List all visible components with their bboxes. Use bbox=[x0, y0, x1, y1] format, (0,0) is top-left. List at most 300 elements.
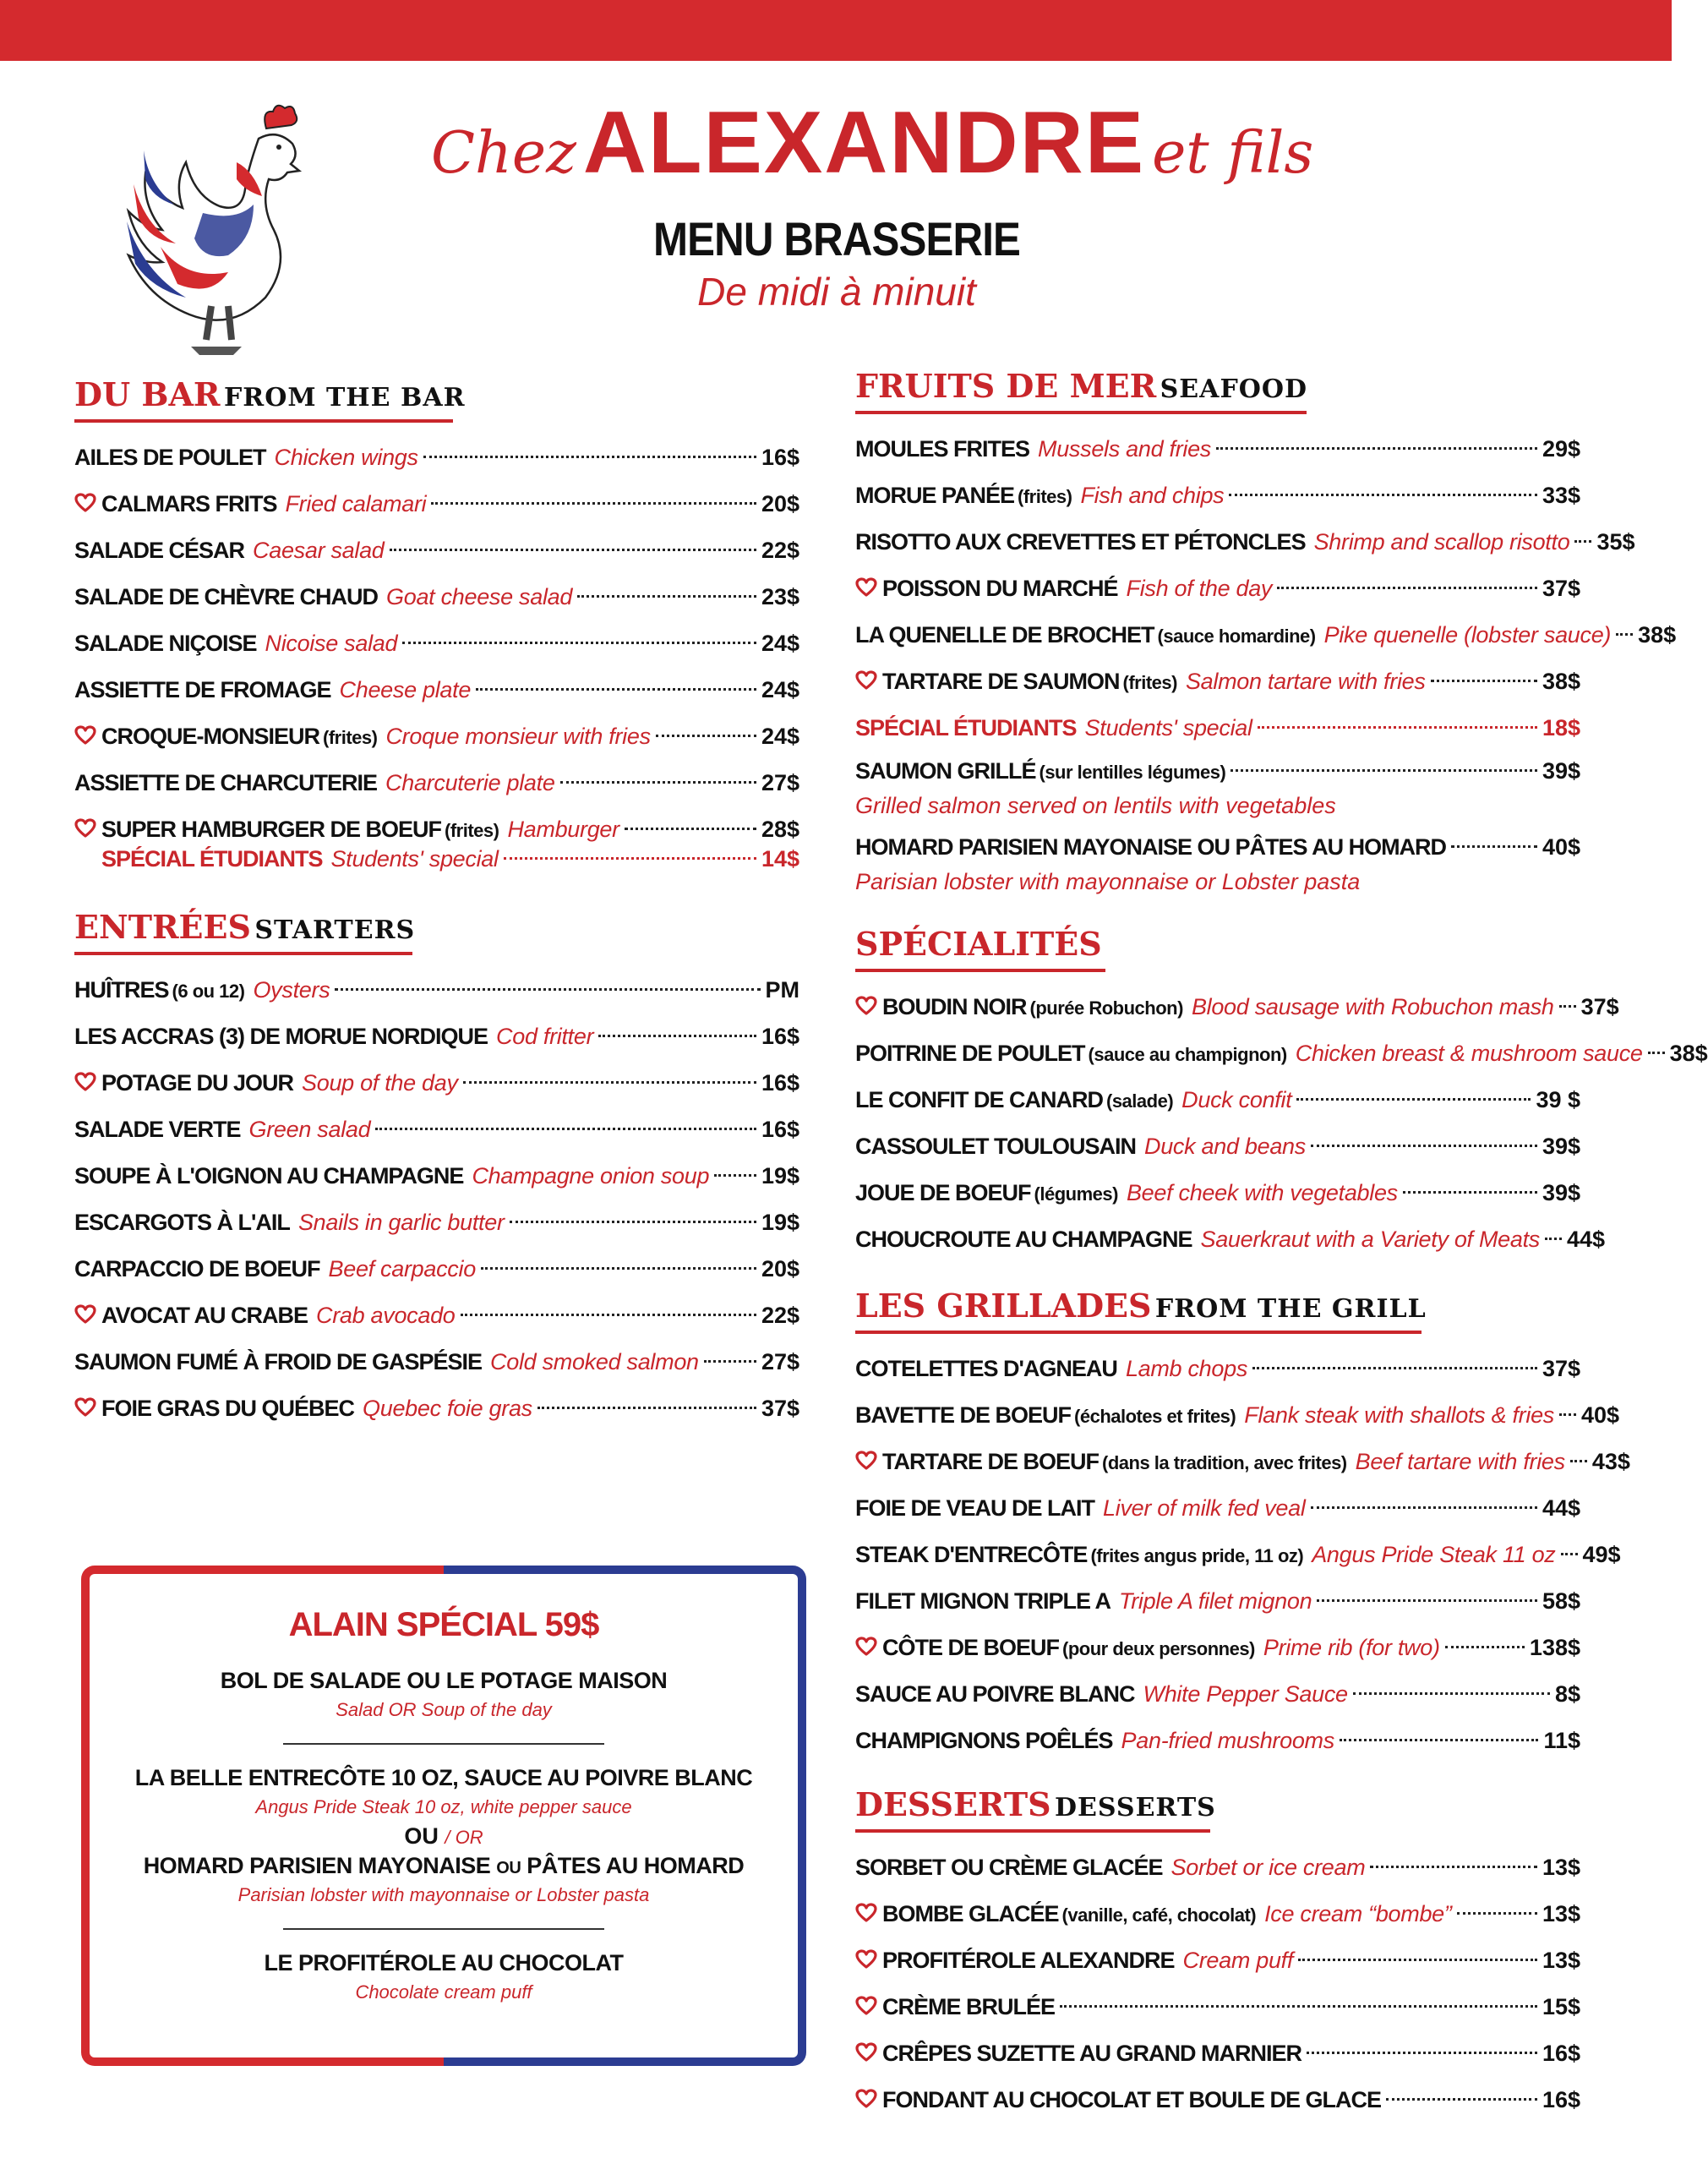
menu-subtitle: De midi à minuit bbox=[697, 270, 976, 314]
menu-item-row bbox=[855, 1984, 1580, 2030]
menu-item-price: 13$ bbox=[1542, 1855, 1580, 1880]
section-title-fr: DESSERTS bbox=[855, 1785, 1051, 1823]
menu-item-detail: (légumes) bbox=[1034, 1183, 1118, 1205]
menu-item-row bbox=[74, 1153, 799, 1199]
menu-item-name: FOIE DE VEAU DE LAIT bbox=[855, 1495, 1095, 1521]
dot-leader bbox=[1570, 1460, 1587, 1462]
menu-item-row bbox=[855, 473, 1580, 519]
divider bbox=[283, 1743, 604, 1745]
heart-outline-icon bbox=[74, 1072, 96, 1092]
menu-item-english: Students' special bbox=[1084, 715, 1252, 740]
menu-item-price: 16$ bbox=[761, 1070, 799, 1096]
menu-item-name: SALADE VERTE bbox=[74, 1117, 241, 1142]
menu-item-english: Triple A filet mignon bbox=[1119, 1588, 1312, 1614]
dot-leader bbox=[1386, 2098, 1537, 2101]
menu-item-row bbox=[74, 1107, 799, 1153]
menu-item-name: FOIE GRAS DU QUÉBEC bbox=[101, 1396, 355, 1421]
menu-item-name: CRÈME BRULÉE bbox=[882, 1994, 1056, 2019]
section-underline bbox=[74, 952, 412, 955]
menu-item-price: 39$ bbox=[1542, 1180, 1580, 1205]
menu-item-english: Crab avocado bbox=[316, 1303, 456, 1328]
dot-leader bbox=[335, 988, 760, 991]
menu-item-row bbox=[74, 967, 799, 1014]
menu-item-price: 15$ bbox=[1542, 1994, 1580, 2019]
menu-item-detail: (sauce homardine) bbox=[1157, 626, 1316, 647]
dot-leader bbox=[504, 857, 756, 860]
menu-item-name: SORBET OU CRÈME GLACÉE bbox=[855, 1855, 1163, 1880]
special-course-4: LE PROFITÉROLE AU CHOCOLAT bbox=[264, 1950, 624, 1975]
section-title-en: FROM THE GRILL bbox=[1154, 1294, 1427, 1324]
heart-icon bbox=[855, 566, 882, 612]
menu-item-name: SAUMON FUMÉ À FROID DE GASPÉSIE bbox=[74, 1349, 483, 1374]
menu-item-name: POITRINE DE POULET bbox=[855, 1041, 1085, 1066]
special-title: ALAIN SPÉCIAL 59$ bbox=[288, 1606, 599, 1643]
menu-item-row bbox=[855, 1578, 1580, 1625]
menu-item-detail: (frites) bbox=[323, 727, 378, 748]
menu-item-name: HUÎTRES bbox=[74, 977, 169, 1003]
section-title-en: FROM THE BAR bbox=[223, 383, 466, 413]
menu-item-detail: (dans la tradition, avec frites) bbox=[1102, 1452, 1347, 1473]
menu-item-row bbox=[74, 574, 799, 620]
menu-item-name: CHOUCROUTE AU CHAMPAGNE bbox=[855, 1227, 1192, 1252]
menu-item-english: Sorbet or ice cream bbox=[1170, 1855, 1366, 1880]
menu-item-name: SALADE CÉSAR bbox=[74, 538, 245, 563]
menu-item-price: 27$ bbox=[761, 770, 799, 795]
menu-item-price: 16$ bbox=[1542, 2087, 1580, 2112]
menu-item-price: 16$ bbox=[761, 445, 799, 470]
dot-leader bbox=[390, 549, 756, 551]
menu-item-row bbox=[855, 1392, 1620, 1439]
top-banner-bar bbox=[0, 0, 1672, 61]
menu-item-price: 16$ bbox=[761, 1117, 799, 1142]
menu-item-detail: (sauce au champignon) bbox=[1088, 1044, 1287, 1065]
menu-item-price: 49$ bbox=[1582, 1542, 1621, 1567]
menu-item-english: Caesar salad bbox=[253, 538, 385, 563]
menu-item-row bbox=[74, 713, 799, 760]
menu-item-row bbox=[855, 1891, 1580, 1937]
menu-item-name: SPÉCIAL ÉTUDIANTS bbox=[101, 846, 323, 872]
menu-item-detail: (frites angus pride, 11 oz) bbox=[1090, 1545, 1304, 1566]
menu-item-row bbox=[855, 1077, 1580, 1123]
menu-item-english: Angus Pride Steak 11 oz bbox=[1312, 1542, 1556, 1567]
menu-item-english: Nicoise salad bbox=[265, 631, 398, 656]
special-course-1: BOL DE SALADE OU LE POTAGE MAISON bbox=[220, 1668, 668, 1693]
menu-item-price: 27$ bbox=[761, 1349, 799, 1374]
menu-item-english: Chicken wings bbox=[274, 445, 418, 470]
dot-leader bbox=[1298, 1959, 1537, 1961]
section-title-fr: DU BAR bbox=[74, 375, 221, 413]
menu-item-detail: (pour deux personnes) bbox=[1062, 1638, 1255, 1659]
menu-item-price: 14$ bbox=[761, 846, 799, 872]
menu-item-english: Beef tartare with fries bbox=[1355, 1449, 1565, 1474]
menu-item-row bbox=[855, 566, 1580, 612]
menu-item-row bbox=[74, 667, 799, 713]
menu-item-row bbox=[74, 1385, 799, 1432]
menu-item-price: 20$ bbox=[761, 491, 799, 516]
menu-item-english: Beef cheek with vegetables bbox=[1126, 1180, 1398, 1205]
dot-leader bbox=[402, 642, 756, 644]
menu-item-english: White Pepper Sauce bbox=[1143, 1681, 1348, 1707]
menu-item-english: Blood sausage with Robuchon mash bbox=[1191, 994, 1554, 1019]
section-title-en: DESSERTS bbox=[1055, 1793, 1216, 1822]
dot-leader bbox=[1060, 2005, 1537, 2008]
menu-item-name: LE CONFIT DE CANARD bbox=[855, 1087, 1103, 1112]
heart-icon bbox=[855, 658, 882, 705]
brand-suffix: et fils bbox=[1152, 120, 1314, 187]
menu-item-price: 24$ bbox=[761, 631, 799, 656]
section-bar bbox=[74, 375, 799, 877]
menu-item-row bbox=[855, 1671, 1580, 1718]
menu-item-detail: (vanille, café, chocolat) bbox=[1061, 1904, 1257, 1926]
menu-item-english: Ice cream “bombe” bbox=[1264, 1901, 1452, 1926]
menu-item-price: PM bbox=[765, 977, 799, 1003]
heart-outline-icon bbox=[855, 577, 877, 598]
menu-title: MENU BRASSERIE bbox=[652, 212, 1020, 265]
dot-leader bbox=[476, 688, 756, 691]
menu-item-english: Cream puff bbox=[1182, 1948, 1294, 1973]
menu-item-price: 39$ bbox=[1542, 1134, 1580, 1159]
special-course-1-en: Salad OR Soup of the day bbox=[336, 1699, 552, 1720]
section-starters bbox=[74, 908, 799, 1432]
menu-item-english: Chicken breast & mushroom sauce bbox=[1295, 1041, 1643, 1066]
dot-leader bbox=[1616, 633, 1633, 636]
dot-leader bbox=[1231, 769, 1537, 772]
menu-item-name: FONDANT AU CHOCOLAT ET BOULE DE GLACE bbox=[882, 2087, 1381, 2112]
brand-prefix: Chez bbox=[431, 120, 576, 187]
dot-leader bbox=[1216, 447, 1537, 450]
menu-item-name: AVOCAT AU CRABE bbox=[101, 1303, 308, 1328]
heart-outline-icon bbox=[74, 493, 96, 513]
section-heading bbox=[855, 1287, 1580, 1346]
menu-item-price: 18$ bbox=[1542, 715, 1580, 740]
menu-item-name: BAVETTE DE BOEUF bbox=[855, 1402, 1072, 1428]
heart-outline-icon bbox=[74, 818, 96, 839]
menu-item-detail: (sur lentilles légumes) bbox=[1039, 762, 1226, 783]
dot-leader bbox=[598, 1035, 756, 1037]
menu-item-english: Green salad bbox=[248, 1117, 371, 1142]
menu-item-english-note: Parisian lobster with mayonnaise or Lobster pasta bbox=[855, 869, 1361, 894]
menu-item-detail: (purée Robuchon) bbox=[1029, 997, 1183, 1019]
menu-item-name: SALADE NIÇOISE bbox=[74, 631, 257, 656]
menu-item-row bbox=[855, 1346, 1580, 1392]
divider bbox=[283, 1928, 604, 1930]
menu-item-price: 11$ bbox=[1543, 1728, 1580, 1753]
menu-item-row bbox=[74, 1199, 799, 1246]
menu-item-name: LES ACCRAS (3) DE MORUE NORDIQUE bbox=[74, 1024, 488, 1049]
menu-item-row bbox=[74, 1339, 799, 1385]
menu-item-row bbox=[855, 751, 1580, 790]
menu-item-english: Pan-fried mushrooms bbox=[1121, 1728, 1334, 1753]
dot-leader bbox=[1311, 1145, 1537, 1147]
menu-item-price: 44$ bbox=[1542, 1495, 1580, 1521]
menu-item-english: Hamburger bbox=[507, 817, 619, 842]
menu-item-price: 40$ bbox=[1542, 834, 1580, 860]
menu-item-name: LA QUENELLE DE BROCHET bbox=[855, 622, 1154, 648]
menu-item-english: Students' special bbox=[330, 846, 499, 872]
menu-item-price: 35$ bbox=[1596, 529, 1635, 555]
menu-item-english: Flank steak with shallots & fries bbox=[1244, 1402, 1554, 1428]
dot-leader bbox=[1403, 1191, 1537, 1194]
menu-item-detail: (frites) bbox=[445, 820, 499, 841]
section-seafood bbox=[855, 367, 1677, 904]
menu-item-name: ASSIETTE DE FROMAGE bbox=[74, 677, 331, 702]
section-desserts bbox=[855, 1785, 1580, 2123]
heart-outline-icon bbox=[855, 1637, 877, 1657]
menu-item-name: BOMBE GLACÉE bbox=[882, 1901, 1059, 1926]
menu-item-name: SAUCE AU POIVRE BLANC bbox=[855, 1681, 1135, 1707]
menu-item-english: Charcuterie plate bbox=[385, 770, 555, 795]
menu-item-list bbox=[855, 426, 1677, 904]
section-heading bbox=[855, 367, 1580, 426]
menu-item-name: BOUDIN NOIR bbox=[882, 994, 1027, 1019]
menu-item-name: COTELETTES D'AGNEAU bbox=[855, 1356, 1117, 1381]
menu-item-row bbox=[74, 434, 799, 481]
menu-item-row bbox=[855, 1030, 1708, 1077]
menu-item-english-note: Grilled salmon served on lentils with vegetables bbox=[855, 793, 1336, 818]
menu-item-english: Salmon tartare with fries bbox=[1185, 669, 1426, 694]
heart-icon bbox=[855, 1984, 882, 2030]
menu-item-price: 38$ bbox=[1638, 622, 1677, 648]
menu-item-row bbox=[855, 1439, 1630, 1485]
dot-leader bbox=[1545, 1238, 1562, 1240]
menu-item-name: CROQUE-MONSIEUR bbox=[101, 724, 320, 749]
dot-leader bbox=[704, 1360, 756, 1363]
menu-item-row bbox=[855, 984, 1619, 1030]
menu-item-price: 138$ bbox=[1529, 1635, 1580, 1660]
heart-outline-icon bbox=[74, 725, 96, 746]
special-course-3: HOMARD PARISIEN MAYONAISE OU PÂTES AU HOMARD bbox=[143, 1853, 745, 1878]
menu-item-english: Prime rib (for two) bbox=[1263, 1635, 1440, 1660]
menu-item-price: 24$ bbox=[761, 724, 799, 749]
menu-item-price: 37$ bbox=[1542, 1356, 1580, 1381]
heart-icon bbox=[855, 984, 882, 1030]
menu-item-price: 22$ bbox=[761, 1303, 799, 1328]
section-underline bbox=[855, 411, 1307, 414]
menu-item-price: 19$ bbox=[761, 1210, 799, 1235]
special-course-4-en: Chocolate cream puff bbox=[355, 1981, 532, 2003]
menu-item-price: 38$ bbox=[1542, 669, 1580, 694]
heart-outline-icon bbox=[74, 1304, 96, 1325]
heart-icon bbox=[74, 1385, 101, 1432]
section-heading bbox=[855, 925, 1580, 984]
menu-item-row bbox=[74, 1292, 799, 1339]
menu-item-english: Soup of the day bbox=[302, 1070, 458, 1096]
menu-item-english: Cold smoked salmon bbox=[490, 1349, 699, 1374]
dot-leader bbox=[1311, 1506, 1537, 1509]
dot-leader bbox=[431, 502, 756, 505]
dot-leader bbox=[577, 595, 756, 598]
menu-item-price: 44$ bbox=[1567, 1227, 1606, 1252]
menu-item-price: 58$ bbox=[1542, 1588, 1580, 1614]
dot-leader bbox=[1277, 587, 1537, 589]
menu-item-row bbox=[74, 527, 799, 574]
dot-leader bbox=[1648, 1052, 1665, 1054]
menu-item-price: 39$ bbox=[1542, 758, 1580, 784]
heart-icon bbox=[855, 1439, 882, 1485]
dot-leader bbox=[1252, 1367, 1537, 1369]
menu-item-detail: (échalotes et frites) bbox=[1074, 1406, 1236, 1427]
menu-item-row bbox=[855, 1532, 1621, 1578]
section-underline bbox=[855, 1331, 1422, 1334]
heart-icon bbox=[74, 481, 101, 527]
menu-item-row bbox=[855, 1170, 1580, 1216]
menu-item-price: 37$ bbox=[1542, 576, 1580, 601]
menu-item-english: Champagne onion soup bbox=[472, 1163, 710, 1189]
menu-item-english: Sauerkraut with a Variety of Meats bbox=[1200, 1227, 1540, 1252]
dot-leader bbox=[714, 1174, 756, 1177]
menu-item-list bbox=[74, 434, 799, 877]
dot-leader bbox=[1559, 1413, 1576, 1416]
heart-outline-icon bbox=[74, 1397, 96, 1418]
special-course-3-en: Parisian lobster with mayonnaise or Lobster pasta bbox=[237, 1884, 650, 1905]
dot-leader bbox=[510, 1221, 756, 1223]
menu-item-price: 13$ bbox=[1542, 1901, 1580, 1926]
menu-item-price: 29$ bbox=[1542, 436, 1580, 462]
menu-item-name: MOULES FRITES bbox=[855, 436, 1030, 462]
menu-item-detail: (frites) bbox=[1122, 672, 1177, 693]
menu-item-detail: (6 ou 12) bbox=[172, 981, 245, 1002]
section-underline bbox=[74, 419, 453, 423]
menu-item-name: RISOTTO AUX CREVETTES ET PÉTONCLES bbox=[855, 529, 1306, 555]
section-specialties bbox=[855, 925, 1708, 1263]
menu-item-name: CARPACCIO DE BOEUF bbox=[74, 1256, 320, 1281]
menu-item-price: 43$ bbox=[1591, 1449, 1630, 1474]
heart-icon bbox=[74, 1292, 101, 1339]
dot-leader bbox=[463, 1081, 756, 1084]
menu-item-english: Croque monsieur with fries bbox=[385, 724, 651, 749]
menu-item-row bbox=[74, 1246, 799, 1292]
menu-item-english: Fish and chips bbox=[1080, 483, 1225, 508]
menu-item-price: 16$ bbox=[761, 1024, 799, 1049]
restaurant-brand bbox=[431, 93, 1314, 211]
section-heading bbox=[74, 375, 799, 434]
menu-item-row bbox=[855, 1625, 1580, 1671]
menu-item-row bbox=[74, 481, 799, 527]
menu-item-english: Beef carpaccio bbox=[328, 1256, 476, 1281]
menu-item-english: Duck and beans bbox=[1144, 1134, 1306, 1159]
menu-item-row bbox=[855, 1485, 1580, 1532]
menu-item-price: 37$ bbox=[1580, 994, 1619, 1019]
heart-outline-icon bbox=[855, 1949, 877, 1970]
menu-item-name: FILET MIGNON TRIPLE A bbox=[855, 1588, 1110, 1614]
student-special-row bbox=[855, 705, 1580, 751]
heart-outline-icon bbox=[855, 1996, 877, 2016]
menu-item-price: 8$ bbox=[1554, 1681, 1580, 1707]
menu-item-list bbox=[855, 1346, 1630, 1764]
dot-leader bbox=[1574, 540, 1591, 543]
menu-item-row bbox=[855, 2077, 1580, 2123]
special-course-2: LA BELLE ENTRECÔTE 10 OZ, SAUCE AU POIVRE BLANC bbox=[134, 1765, 753, 1790]
menu-item-row bbox=[855, 1937, 1580, 1984]
special-or-label: OU / OR bbox=[404, 1823, 483, 1849]
menu-item-english: Goat cheese salad bbox=[386, 584, 573, 609]
menu-item-english: Fried calamari bbox=[285, 491, 427, 516]
dot-leader bbox=[625, 828, 756, 830]
dot-leader bbox=[1340, 1739, 1538, 1741]
section-title-fr: ENTRÉES bbox=[74, 908, 251, 946]
menu-item-name: SALADE DE CHÈVRE CHAUD bbox=[74, 584, 379, 609]
menu-item-list bbox=[74, 967, 799, 1432]
dot-leader bbox=[1431, 680, 1537, 682]
dot-leader bbox=[538, 1407, 756, 1409]
dot-leader bbox=[1457, 1912, 1537, 1915]
menu-item-price: 23$ bbox=[761, 584, 799, 609]
menu-item-list bbox=[855, 984, 1708, 1263]
menu-item-price: 38$ bbox=[1669, 1041, 1708, 1066]
menu-item-name: SAUMON GRILLÉ bbox=[855, 758, 1036, 784]
heart-outline-icon bbox=[855, 2042, 877, 2063]
menu-item-name: POISSON DU MARCHÉ bbox=[882, 576, 1118, 601]
menu-item-name: PROFITÉROLE ALEXANDRE bbox=[882, 1948, 1175, 1973]
menu-item-row bbox=[855, 1718, 1580, 1764]
menu-item-english: Quebec foie gras bbox=[363, 1396, 532, 1421]
dot-leader bbox=[1258, 726, 1537, 729]
menu-item-english: Fish of the day bbox=[1126, 576, 1273, 601]
menu-item-name: ESCARGOTS À L'AIL bbox=[74, 1210, 290, 1235]
menu-item-english: Pike quenelle (lobster sauce) bbox=[1323, 622, 1612, 648]
menu-item-row bbox=[74, 620, 799, 667]
rooster-logo bbox=[110, 103, 321, 361]
menu-item-detail: (salade) bbox=[1106, 1090, 1174, 1112]
menu-item-price: 39 $ bbox=[1536, 1087, 1580, 1112]
section-title-fr: SPÉCIALITÉS bbox=[855, 925, 1102, 963]
heart-icon bbox=[855, 2030, 882, 2077]
heart-outline-icon bbox=[855, 670, 877, 691]
menu-item-price: 22$ bbox=[761, 538, 799, 563]
menu-item-row bbox=[855, 1123, 1580, 1170]
menu-item-row bbox=[74, 1060, 799, 1107]
dot-leader bbox=[1445, 1646, 1525, 1648]
heart-icon bbox=[74, 713, 101, 760]
dot-leader bbox=[560, 781, 756, 784]
menu-item-name: SUPER HAMBURGER DE BOEUF bbox=[101, 817, 442, 842]
menu-item-price: 37$ bbox=[761, 1396, 799, 1421]
menu-item-name: CRÊPES SUZETTE AU GRAND MARNIER bbox=[882, 2041, 1302, 2066]
menu-item-row bbox=[855, 658, 1580, 705]
section-underline bbox=[855, 1829, 1210, 1833]
menu-item-english: Oysters bbox=[253, 977, 330, 1003]
section-title-en: STARTERS bbox=[254, 915, 416, 945]
brand-name: ALEXANDRE bbox=[582, 94, 1146, 192]
menu-item-english: Lamb chops bbox=[1125, 1356, 1248, 1381]
dot-leader bbox=[1317, 1599, 1537, 1602]
dot-leader bbox=[656, 735, 756, 737]
alain-special-box bbox=[81, 1566, 806, 2066]
dot-leader bbox=[1229, 494, 1537, 496]
heart-icon bbox=[74, 806, 101, 853]
menu-item-price: 16$ bbox=[1542, 2041, 1580, 2066]
menu-item-price: 13$ bbox=[1542, 1948, 1580, 1973]
menu-item-price: 20$ bbox=[761, 1256, 799, 1281]
section-title-fr: LES GRILLADES bbox=[855, 1287, 1152, 1325]
menu-item-name: ASSIETTE DE CHARCUTERIE bbox=[74, 770, 378, 795]
heart-outline-icon bbox=[855, 1903, 877, 1923]
menu-item-row bbox=[855, 1216, 1606, 1263]
dot-leader bbox=[1296, 1098, 1531, 1101]
menu-item-name: CALMARS FRITS bbox=[101, 491, 277, 516]
section-underline bbox=[855, 969, 1105, 972]
section-grill bbox=[855, 1287, 1630, 1764]
menu-item-price: 19$ bbox=[761, 1163, 799, 1189]
section-heading bbox=[855, 1785, 1580, 1844]
dot-leader bbox=[1559, 1005, 1576, 1008]
section-title-fr: FRUITS DE MER bbox=[855, 367, 1157, 405]
menu-item-english: Snails in garlic butter bbox=[297, 1210, 505, 1235]
dot-leader bbox=[1370, 1866, 1537, 1868]
dot-leader bbox=[1307, 2052, 1537, 2054]
menu-item-name: POTAGE DU JOUR bbox=[101, 1070, 294, 1096]
menu-item-row bbox=[74, 1014, 799, 1060]
